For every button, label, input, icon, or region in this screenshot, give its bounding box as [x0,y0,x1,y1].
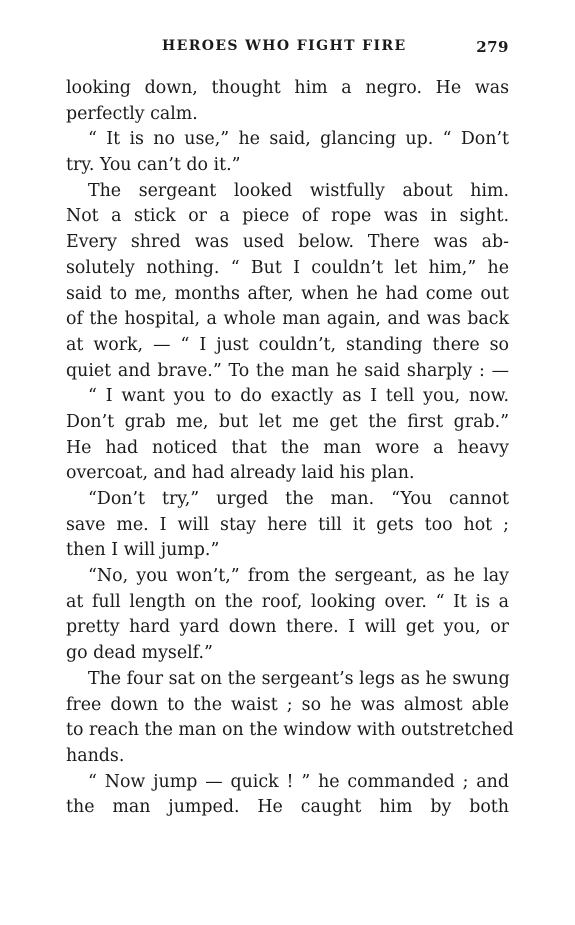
text-line: the man jumped. He caught him by both [66,797,509,818]
text-line: go dead myself.” [66,643,213,664]
text-line: perfectly calm. [66,103,198,124]
text-line: at work, — “ I just couldn’t, standing there so [66,334,509,355]
text-line: of the hospital, a whole man again, and was back [66,309,509,330]
text-line: “ I want you to do exactly as I tell you, now. [88,386,509,407]
text-line: Don’t grab me, but let me get the first grab.” [66,411,509,432]
running-head [66,38,509,62]
text-line: free down to the waist ; so he was almost able [66,694,509,715]
body-text [66,76,514,821]
running-title: HEROES WHO FIGHT FIRE [162,38,407,54]
text-line: “ It is no use,” he said, glancing up. “ Don’t [88,129,509,150]
text-line: pretty hard yard down there. I will get you, or [66,617,509,638]
text-line: said to me, months after, when he had come out [66,283,509,304]
text-line: “Don’t try,” urged the man. “You cannot [88,489,509,509]
text-line: save me. I will stay here till it gets too hot ; [66,514,509,535]
text-line: try. You can’t do it.” [66,155,241,176]
text-line: hands. [66,745,125,766]
text-line: Not a stick or a piece of rope was in sight. [66,206,509,227]
text-line: to reach the man on the window with outstretched [66,720,514,741]
text-line: He had noticed that the man wore a heavy [66,437,509,458]
text-line: overcoat, and had already laid his plan. [66,463,415,484]
text-line: looking down, thought him a negro. He was [66,78,509,98]
text-line: at full length on the roof, looking over. “ It is a [66,591,509,612]
text-line: solutely nothing. “ But I couldn’t let him,” he [66,257,509,278]
text-line: “No, you won’t,” from the sergeant, as he lay [88,566,509,587]
text-line: then I will jump.” [66,540,220,561]
text-line: The four sat on the sergeant’s legs as he swung [88,668,510,689]
text-line: “ Now jump — quick ! ” he commanded ; and [88,771,509,792]
text-line: The sergeant looked wistfully about him. [88,180,509,201]
page-number: 279 [476,38,509,56]
text-line: quiet and brave.” To the man he said sharply : — [66,360,509,381]
text-line: Every shred was used below. There was ab- [66,232,509,253]
